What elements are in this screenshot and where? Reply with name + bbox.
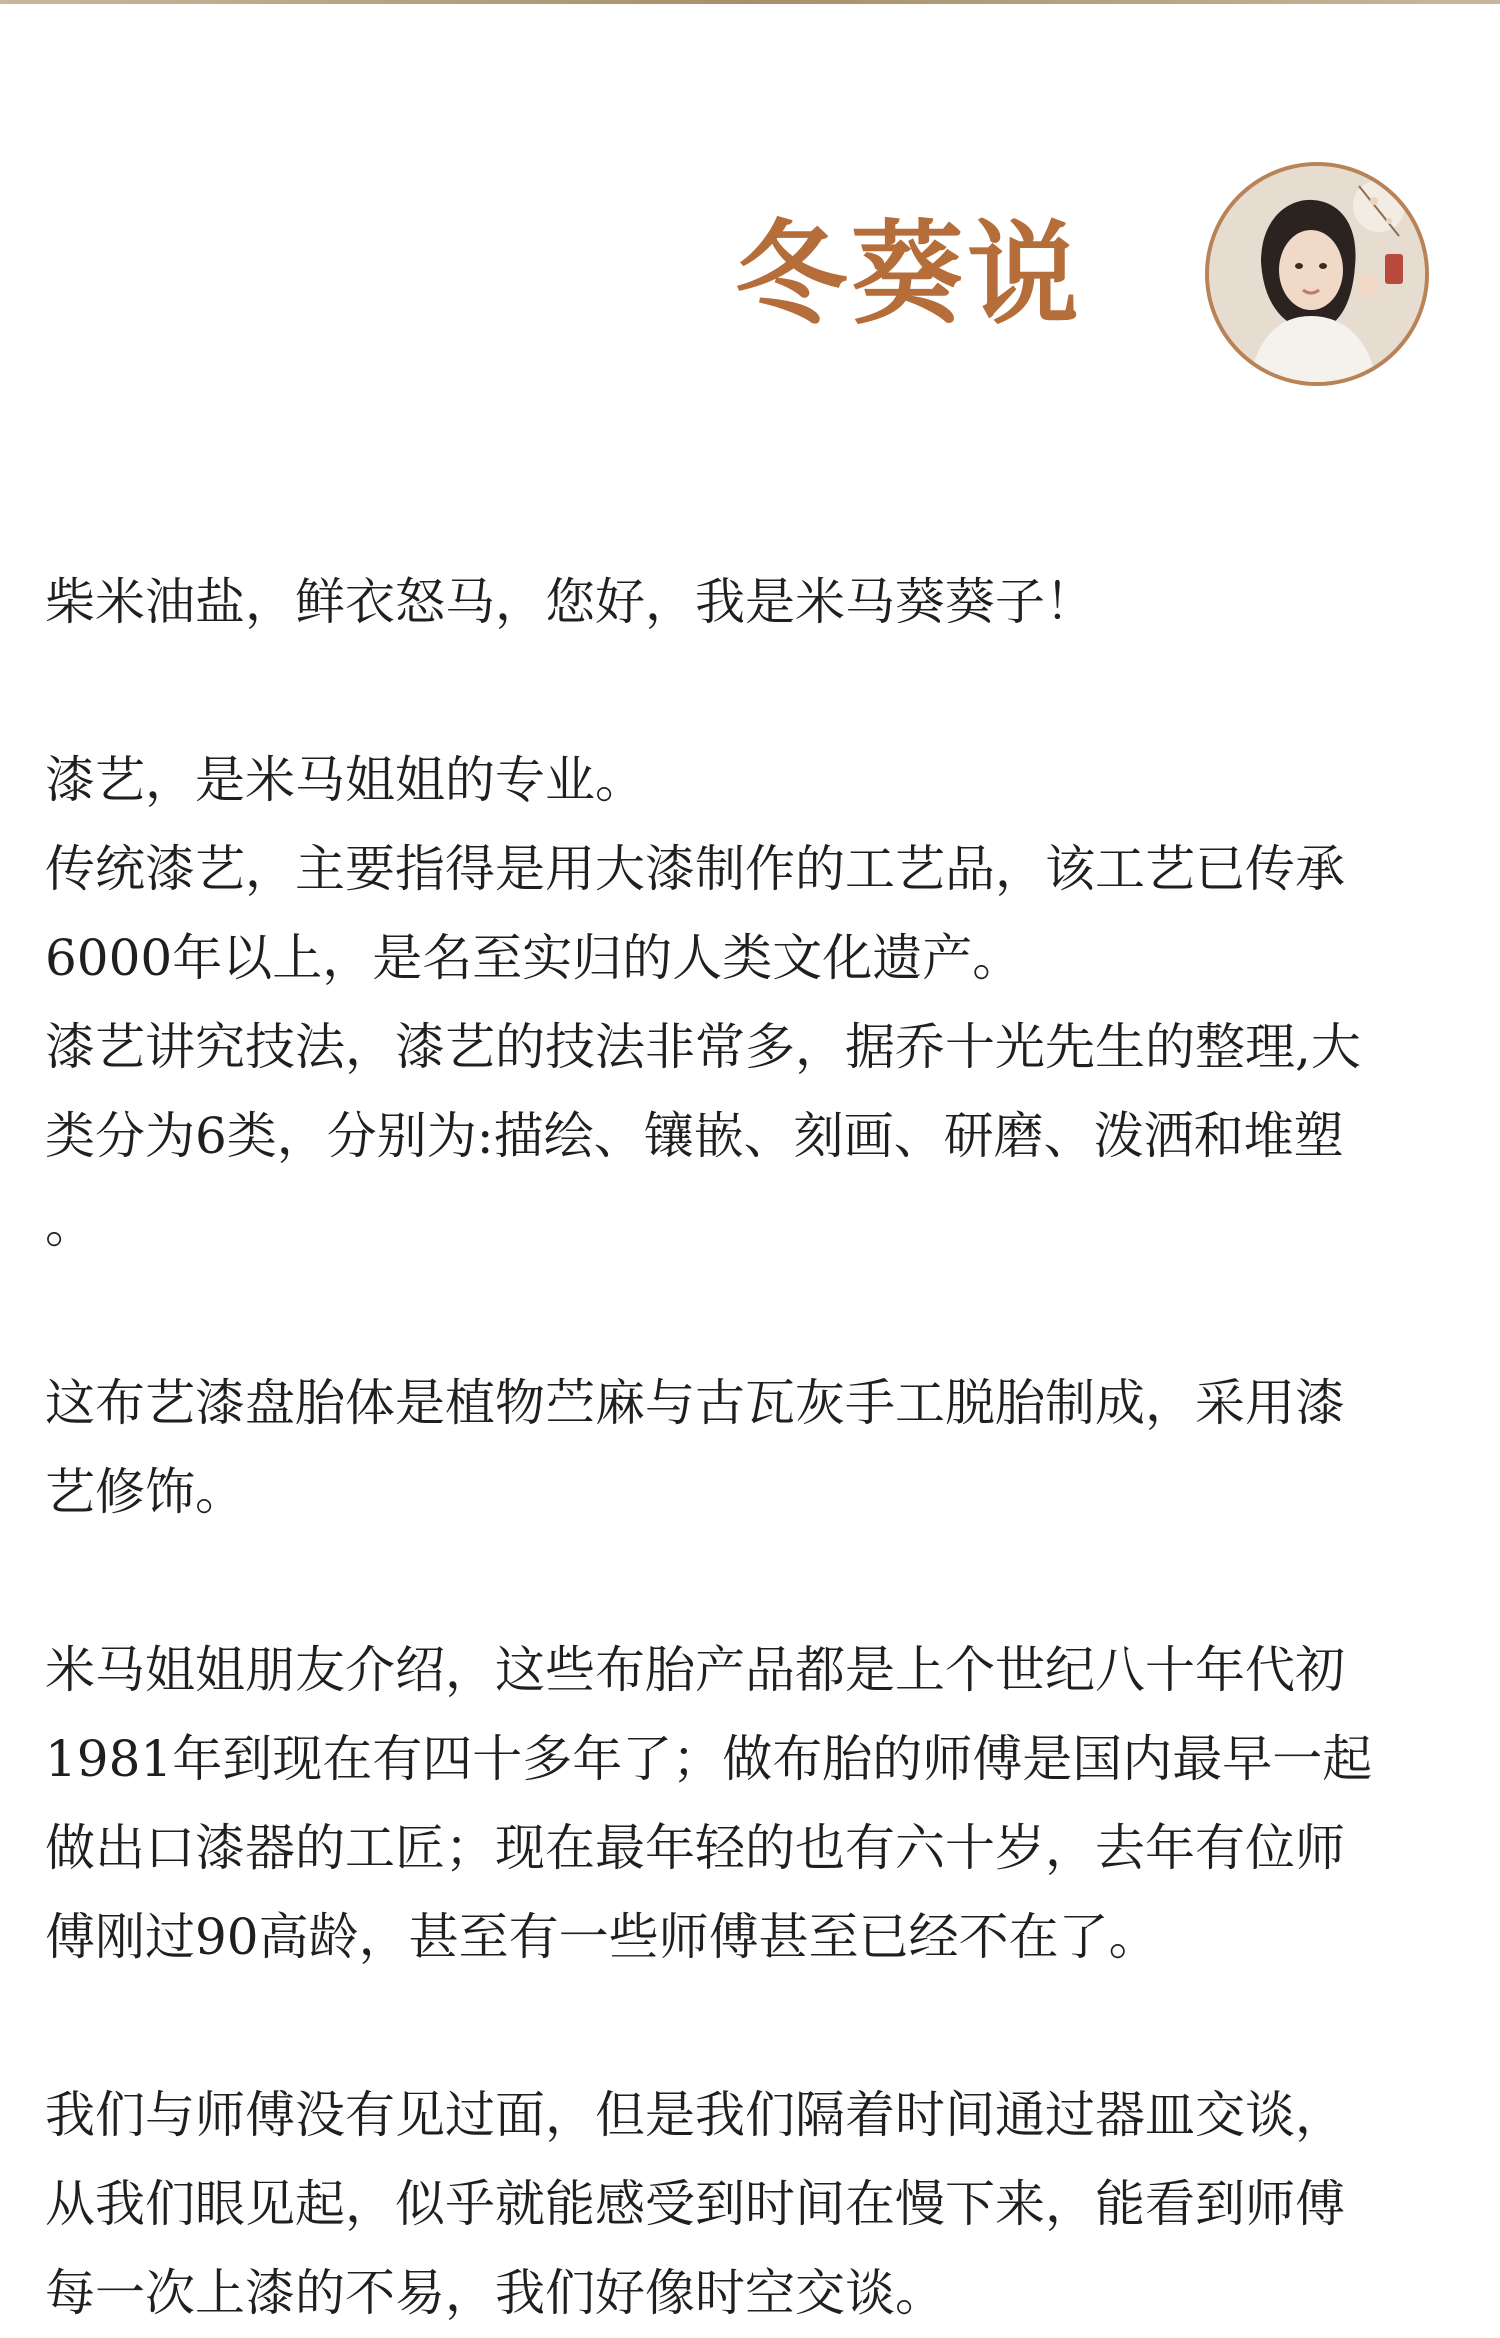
paragraph-spacer [45,1270,1465,1359]
top-divider [0,0,1500,4]
article-body [45,558,1465,2338]
paragraph-spacer [45,1537,1465,1626]
paragraph-techniques: 漆艺讲究技法，漆艺的技法非常多，据乔十光先生的整理,大 类分为6类，分别为:描绘、镶嵌、刻画、研磨、泼洒和堆塑 。 [45,1018,1361,1254]
paragraph-intro: 漆艺，是米马姐姐的专业。 [45,751,645,809]
paragraph-material: 这布艺漆盘胎体是植物苎麻与古瓦灰手工脱胎制成，采用漆 艺修饰。 [45,1374,1345,1521]
portrait-avatar-icon [1209,166,1425,382]
paragraph-tradition: 传统漆艺，主要指得是用大漆制作的工艺品，该工艺已传承 6000年以上，是名至实归的人类文化遗产。 [45,840,1345,987]
paragraph-history: 米马姐姐朋友介绍，这些布胎产品都是上个世纪八十年代初 1981年到现在有四十多年了；做布胎的师傅是国内最早一起 做出口漆器的工匠；现在最年轻的也有六十岁，去年有位师 傅刚过90高龄，甚至有一些师傅甚至已经不在了。 [45,1641,1373,1966]
page-title: 冬葵说 [735,209,1083,340]
paragraph-spacer [45,647,1465,736]
paragraph-greeting: 柴米油盐，鲜衣怒马，您好，我是米马葵葵子！ [45,573,1095,631]
avatar [1205,162,1429,386]
paragraph-reflection: 我们与师傅没有见过面，但是我们隔着时间通过器皿交谈， 从我们眼见起，似乎就能感受到时间在慢下来，能看到师傅 每一次上漆的不易，我们好像时空交谈。 [45,2086,1345,2322]
paragraph-spacer [45,1982,1465,2071]
